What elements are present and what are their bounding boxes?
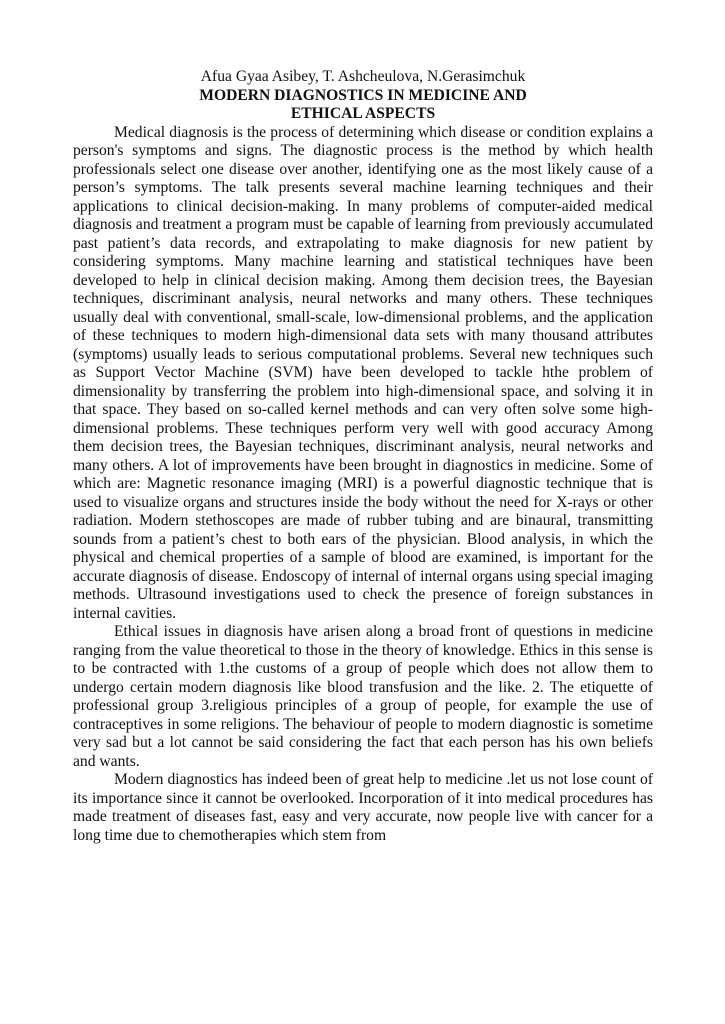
document-page (73, 68, 653, 845)
authors-line: Afua Gyaa Asibey, T. Ashcheulova, N.Gerasimchuk (200, 68, 526, 85)
title-line-1: MODERN DIAGNOSTICS IN MEDICINE AND (199, 86, 527, 104)
body-paragraph-1: Medical diagnosis is the process of determining which disease or condition explains a person's symptoms and signs. The diagnostic process is the method by which health professionals select one disease over another, identifying one as the most likely cause of a person’s symptoms. The talk presents several machine learning techniques and their applications to clinical decision-making. In many problems of computer-aided medical diagnosis and treatment a program must be capable of learning from previously accumulated past patient’s data records, and extrapolating to make diagnosis for new patient by considering symptoms. Many machine learning and statistical techniques have been developed to help in clinical decision making. Among them decision trees, the Bayesian techniques, discriminant analysis, neural networks and many others. These techniques usually deal with conventional, small-scale, low-dimensional problems, and the application of these techniques to modern high-dimensional data sets with many thousand attributes (symptoms) usually leads to serious computational problems. Several new techniques such as Support Vector Machine (SVM) have been developed to tackle hthe problem of dimensionality by transferring the problem into high-dimensional space, and solving it in that space. They based on so-called kernel methods and can very often solve some high-dimensional problems. These techniques perform very well with good accuracy Among them decision trees, the Bayesian techniques, discriminant analysis, neural networks and many others. A lot of improvements have been brought in diagnostics in medicine. Some of which are: Magnetic resonance imaging (MRI) is a powerful diagnostic technique that is used to visualize organs and structures inside the body without the need for X-rays or other radiation. Modern stethoscopes are made of rubber tubing and are binaural, transmitting sounds from a patient’s chest to both ears of the physician. Blood analysis, in which the physical and chemical properties of a sample of blood are examined, is important for the accurate diagnosis of disease. Endoscopy of internal of internal organs using special imaging methods. Ultrasound investigations used to check the presence of foreign substances in internal cavities. (73, 123, 653, 622)
title-line-2: ETHICAL ASPECTS (290, 105, 436, 122)
body-paragraph-3: Modern diagnostics has indeed been of great help to medicine .let us not lose count of its importance since it cannot be overlooked. Incorporation of it into medical procedures has made treatment of diseases fast, easy and very accurate, now people live with cancer for a long time due to chemotherapies which stem from (73, 771, 653, 844)
body-paragraph-2: Ethical issues in diagnosis have arisen along a broad front of questions in medicine ranging from the value theoretical to those in the theory of knowledge. Ethics in this sense is to be contracted with 1.the customs of a group of people which does not allow them to undergo certain modern diagnosis like blood transfusion and the like. 2. The etiquette of professional group 3.religious principles of a group of people, for example the use of contraceptives in some religions. The behaviour of people to modern diagnostic is sometime very sad but a lot cannot be said considering the fact that each person has his own beliefs and wants. (73, 623, 653, 770)
